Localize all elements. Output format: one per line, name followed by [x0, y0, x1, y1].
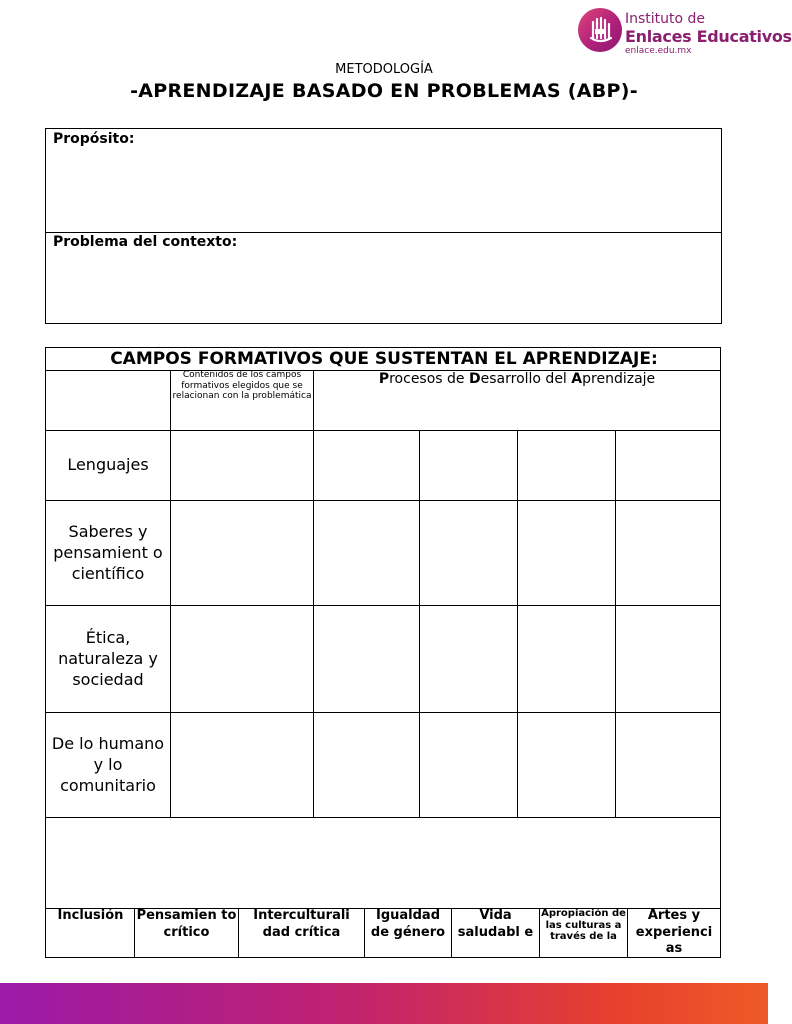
table-line: [170, 370, 171, 818]
table-line: [419, 430, 420, 818]
box-divider: [46, 232, 721, 233]
logo-line-1: Instituto de: [625, 11, 706, 27]
contents-header: Contenidos de los campos formativos elegidos que se relacionan con la problemática: [172, 370, 312, 401]
logo-line-2: Enlaces Educativos: [625, 27, 792, 46]
axis-cell: Vida saludabl e: [457, 908, 534, 940]
pda-header: Procesos de Desarrollo del Aprendizaje: [378, 371, 656, 387]
row-label-humano: De lo humano y lo comunitario: [51, 734, 165, 795]
table-line: [517, 430, 518, 818]
page-title: -APRENDIZAJE BASADO EN PROBLEMAS (ABP)-: [130, 80, 638, 102]
purpose-problem-box: [45, 128, 722, 324]
problem-label: Problema del contexto:: [53, 234, 238, 250]
section-label: METODOLOGÍA: [335, 62, 433, 77]
table-line: [46, 817, 720, 818]
axis-cell: Artes y experienci as: [635, 908, 713, 956]
table-title: CAMPOS FORMATIVOS QUE SUSTENTAN EL APRENDIZAJE:: [110, 349, 658, 369]
purpose-label: Propósito:: [53, 131, 135, 147]
axis-cell: Igualdad de género: [370, 908, 446, 940]
axis-cell: Apropiación de las culturas a través de la: [541, 908, 626, 942]
table-line: [313, 370, 314, 818]
table-line: [46, 500, 720, 501]
table-line: [615, 430, 616, 818]
logo-url: enlace.edu.mx: [625, 46, 692, 56]
row-label-saberes: Saberes y pensamient o científico: [53, 522, 163, 583]
footer-gradient-bar: [0, 983, 768, 1024]
institute-logo: [578, 8, 792, 56]
table-line: [46, 712, 720, 713]
institute-seal-icon: [578, 8, 622, 52]
axis-cell: Pensamien to crítico: [136, 908, 237, 940]
row-label-etica: Ética, naturaleza y sociedad: [58, 628, 158, 689]
table-line: [46, 605, 720, 606]
table-line: [46, 430, 720, 431]
row-label-lenguajes: Lenguajes: [67, 455, 149, 474]
axis-cell: Inclusión: [57, 908, 124, 923]
axis-cell: Interculturali dad crítica: [253, 908, 350, 940]
formative-fields-table: [45, 347, 721, 958]
